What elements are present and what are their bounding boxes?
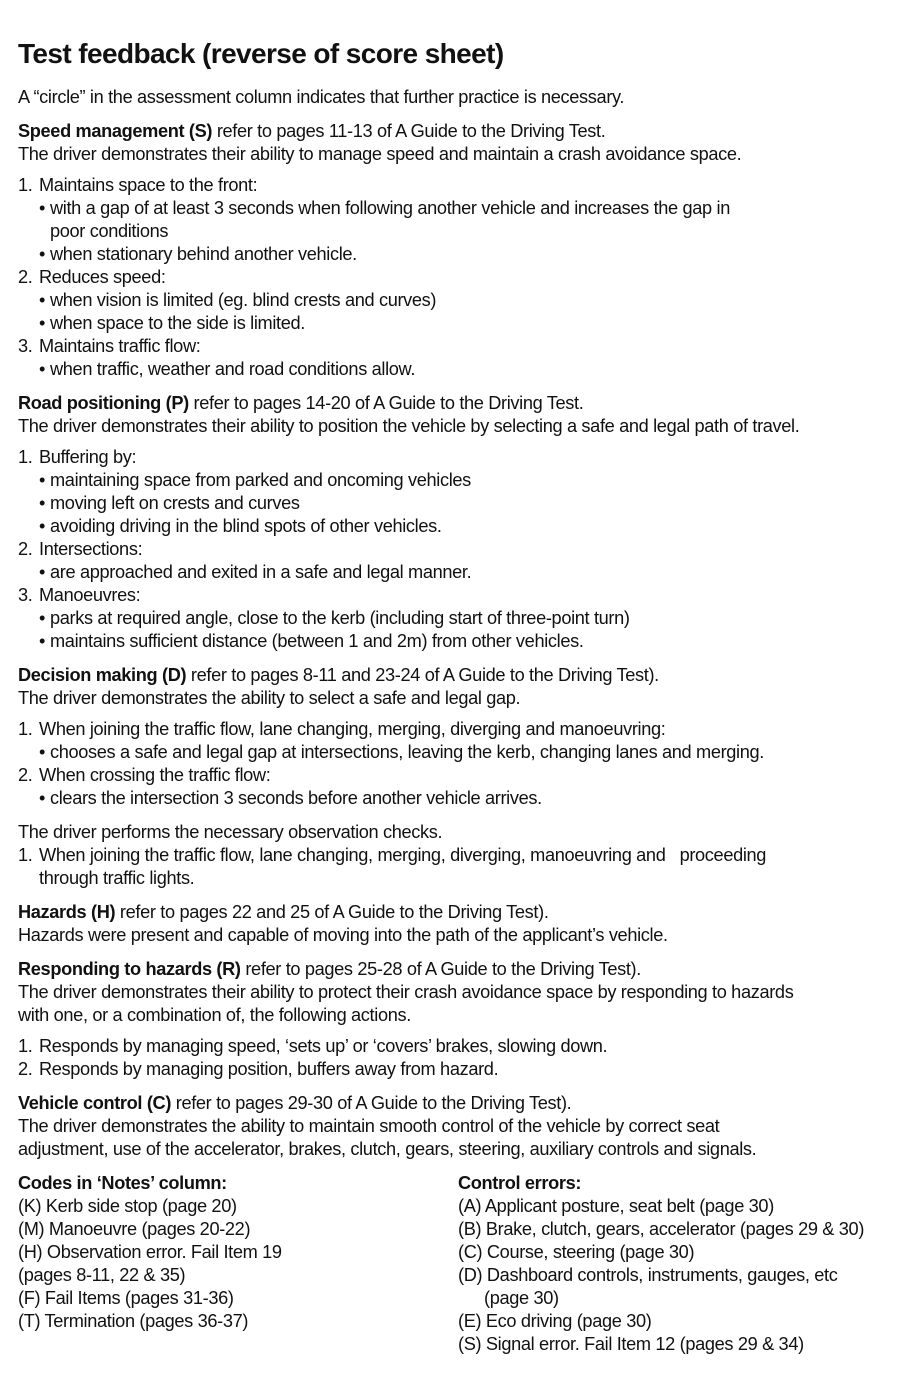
list-item: [18, 538, 906, 561]
section-description: The driver demonstrates the ability to maintain smooth control of the vehicle by correct seat: [18, 1116, 720, 1136]
bullet-icon: •: [39, 742, 46, 762]
bullet-icon: •: [39, 631, 46, 651]
bullet-item: [18, 197, 906, 220]
section-description: The driver demonstrates the ability to select a safe and legal gap.: [18, 688, 521, 708]
section-description: adjustment, use of the accelerator, brakes, clutch, gears, steering, auxiliary controls and signals.: [18, 1139, 757, 1159]
section-description: The driver demonstrates their ability to position the vehicle by selecting a safe and legal path of travel.: [18, 416, 800, 436]
item-label: Responds by managing speed, ‘sets up’ or ‘covers’ brakes, slowing down.: [39, 1036, 608, 1056]
page-title: Test feedback (reverse of score sheet): [18, 38, 504, 69]
list-item: [18, 584, 906, 607]
notes-codes-heading: Codes in ‘Notes’ column:: [18, 1173, 227, 1193]
section-heading: Hazards (H): [18, 902, 116, 922]
bullet-icon: •: [39, 244, 46, 264]
error-line: (S) Signal error. Fail Item 12 (pages 29 & 34): [458, 1334, 804, 1354]
bullet-item: [18, 243, 906, 266]
bullet-continuation: [18, 220, 906, 243]
section-decision-making: [18, 664, 906, 890]
bullet-text: avoiding driving in the blind spots of other vehicles.: [50, 516, 442, 536]
bullet-item: [18, 515, 906, 538]
item-continuation: through traffic lights.: [39, 868, 195, 888]
section-reference: refer to pages 14-20 of A Guide to the Driving Test.: [188, 393, 584, 413]
criteria-list: [18, 718, 906, 810]
section-speed-management: [18, 120, 906, 381]
observation-description: The driver performs the necessary observation checks.: [18, 822, 443, 842]
item-label: Manoeuvres:: [39, 585, 141, 605]
section-heading: Road positioning (P): [18, 393, 189, 413]
list-item: [18, 266, 906, 289]
bullet-icon: •: [39, 788, 46, 808]
item-number: 3.: [18, 585, 33, 605]
bullet-item: [18, 741, 906, 764]
item-label: Maintains traffic flow:: [39, 336, 201, 356]
item-number: 2.: [18, 765, 33, 785]
section-heading-line: [18, 901, 906, 924]
error-line: (E) Eco driving (page 30): [458, 1311, 652, 1331]
bullet-text: when stationary behind another vehicle.: [50, 244, 357, 264]
code-line: (H) Observation error. Fail Item 19: [18, 1242, 282, 1262]
bullet-text: parks at required angle, close to the kerb (including start of three-point turn): [50, 608, 630, 628]
bullet-text: poor conditions: [50, 221, 169, 241]
error-line: (D) Dashboard controls, instruments, gauges, etc: [458, 1265, 838, 1285]
bullet-icon: •: [39, 290, 46, 310]
error-line: (B) Brake, clutch, gears, accelerator (pages 29 & 30): [458, 1219, 865, 1239]
bullet-icon: •: [39, 493, 46, 513]
item-label: Buffering by:: [39, 447, 137, 467]
section-reference: refer to pages 8-11 and 23-24 of A Guide to the Driving Test).: [186, 665, 659, 685]
item-label: Intersections:: [39, 539, 143, 559]
bullet-item: [18, 312, 906, 335]
item-number: 1.: [18, 719, 33, 739]
bullet-item: [18, 358, 906, 381]
section-heading-line: [18, 120, 906, 143]
bullet-text: chooses a safe and legal gap at intersections, leaving the kerb, changing lanes and merging.: [50, 742, 764, 762]
criteria-list: [18, 1035, 906, 1081]
bullet-text: when space to the side is limited.: [50, 313, 305, 333]
error-line-continuation: (page 30): [484, 1288, 559, 1308]
section-description: with one, or a combination of, the following actions.: [18, 1005, 411, 1025]
criteria-list: [18, 446, 906, 653]
section-reference: refer to pages 29-30 of A Guide to the Driving Test).: [171, 1093, 572, 1113]
section-description: Hazards were present and capable of moving into the path of the applicant’s vehicle.: [18, 925, 668, 945]
item-number: 1.: [18, 1036, 33, 1056]
section-vehicle-control: [18, 1092, 906, 1161]
item-number: 2.: [18, 1059, 33, 1079]
bullet-text: maintains sufficient distance (between 1 and 2m) from other vehicles.: [50, 631, 584, 651]
code-line: (T) Termination (pages 36-37): [18, 1311, 249, 1331]
section-description: The driver demonstrates their ability to protect their crash avoidance space by responding to hazards: [18, 982, 794, 1002]
list-item: [18, 764, 906, 787]
item-label: When joining the traffic flow, lane changing, merging, diverging and manoeuvring:: [39, 719, 666, 739]
bullet-item: [18, 469, 906, 492]
section-responding-to-hazards: [18, 958, 906, 1081]
codes-columns: [18, 1172, 906, 1356]
bullet-text: are approached and exited in a safe and legal manner.: [50, 562, 472, 582]
control-errors: [458, 1172, 898, 1356]
section-hazards: [18, 901, 906, 947]
list-item: [18, 844, 906, 867]
error-line: (A) Applicant posture, seat belt (page 30): [458, 1196, 774, 1216]
bullet-item: [18, 289, 906, 312]
bullet-text: clears the intersection 3 seconds before another vehicle arrives.: [50, 788, 542, 808]
section-heading: Responding to hazards (R): [18, 959, 241, 979]
section-reference: refer to pages 25-28 of A Guide to the Driving Test).: [240, 959, 641, 979]
list-item: [18, 335, 906, 358]
bullet-item: [18, 607, 906, 630]
item-number: 3.: [18, 336, 33, 356]
section-heading: Vehicle control (C): [18, 1093, 172, 1113]
observation-checks: [18, 821, 906, 890]
list-item: [18, 1058, 906, 1081]
item-label: Reduces speed:: [39, 267, 166, 287]
section-heading: Speed management (S): [18, 121, 213, 141]
item-label: Responds by managing position, buffers away from hazard.: [39, 1059, 499, 1079]
bullet-text: with a gap of at least 3 seconds when following another vehicle and increases the gap in: [50, 198, 730, 218]
code-line: (F) Fail Items (pages 31-36): [18, 1288, 234, 1308]
list-item: [18, 446, 906, 469]
bullet-item: [18, 630, 906, 653]
bullet-icon: •: [39, 359, 46, 379]
section-road-positioning: [18, 392, 906, 653]
criteria-list: [18, 174, 906, 381]
bullet-text: maintaining space from parked and oncoming vehicles: [50, 470, 471, 490]
bullet-item: [18, 492, 906, 515]
section-reference: refer to pages 11-13 of A Guide to the Driving Test.: [212, 121, 606, 141]
intro-text: A “circle” in the assessment column indicates that further practice is necessary.: [18, 87, 625, 107]
section-description: The driver demonstrates their ability to manage speed and maintain a crash avoidance space.: [18, 144, 742, 164]
notes-codes: [18, 1172, 458, 1356]
control-errors-heading: Control errors:: [458, 1173, 582, 1193]
section-heading-line: [18, 664, 906, 687]
bullet-icon: •: [39, 608, 46, 628]
bullet-text: moving left on crests and curves: [50, 493, 300, 513]
item-number: 2.: [18, 267, 33, 287]
item-number: 2.: [18, 539, 33, 559]
item-label: When joining the traffic flow, lane changing, merging, diverging, manoeuvring and proceeding: [39, 845, 767, 865]
section-heading: Decision making (D): [18, 665, 187, 685]
item-number: 1.: [18, 447, 33, 467]
bullet-item: [18, 561, 906, 584]
bullet-text: when vision is limited (eg. blind crests and curves): [50, 290, 437, 310]
section-heading-line: [18, 392, 906, 415]
bullet-item: [18, 787, 906, 810]
bullet-icon: •: [39, 516, 46, 536]
bullet-icon: •: [39, 313, 46, 333]
bullet-icon: •: [39, 562, 46, 582]
item-number: 1.: [18, 175, 33, 195]
code-line: (K) Kerb side stop (page 20): [18, 1196, 237, 1216]
list-item: [18, 718, 906, 741]
item-label: Maintains space to the front:: [39, 175, 258, 195]
bullet-icon: •: [39, 470, 46, 490]
list-item: [18, 1035, 906, 1058]
section-heading-line: [18, 958, 906, 981]
code-line: (pages 8-11, 22 & 35): [18, 1265, 186, 1285]
section-reference: refer to pages 22 and 25 of A Guide to the Driving Test).: [115, 902, 549, 922]
item-label: When crossing the traffic flow:: [39, 765, 271, 785]
section-heading-line: [18, 1092, 906, 1115]
list-item: [18, 174, 906, 197]
error-line: (C) Course, steering (page 30): [458, 1242, 695, 1262]
item-number: 1.: [18, 845, 33, 865]
bullet-text: when traffic, weather and road conditions allow.: [50, 359, 416, 379]
code-line: (M) Manoeuvre (pages 20-22): [18, 1219, 251, 1239]
bullet-icon: •: [39, 198, 46, 218]
